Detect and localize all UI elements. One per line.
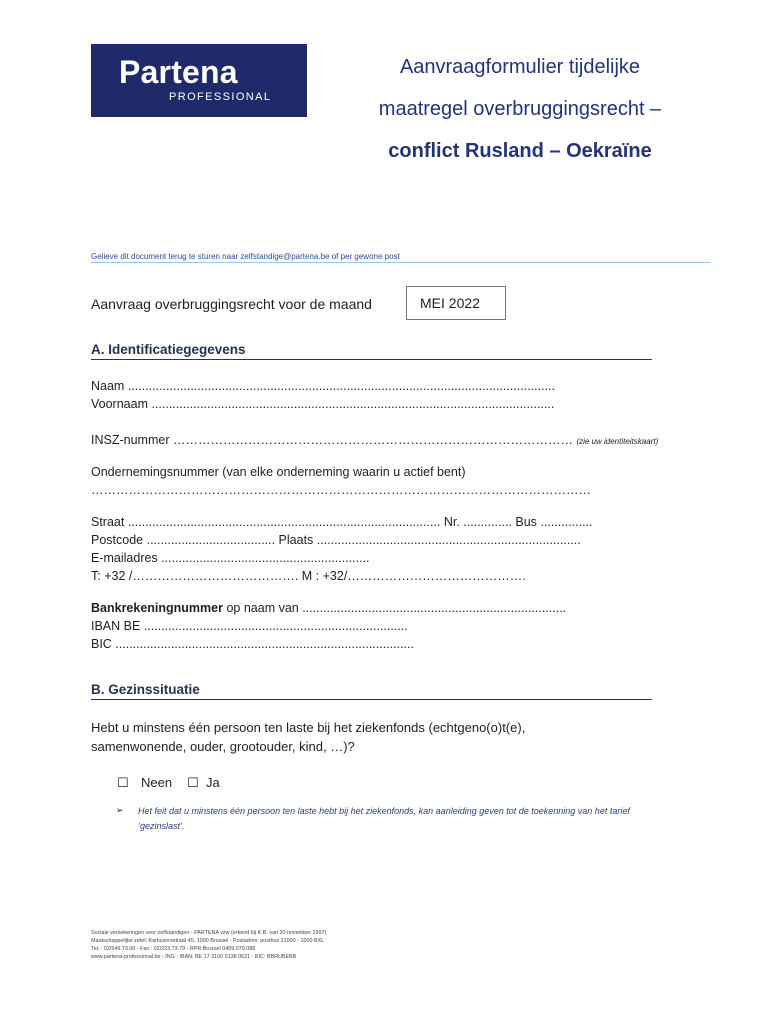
insz-field[interactable]: INSZ-nummer …………………………………………………………………………………… (91, 433, 573, 447)
email-field[interactable]: E-mailadres ............................................................ (91, 551, 370, 565)
ondernemingsnummer-field[interactable]: ………………………………………………………………………………………………………… (91, 483, 591, 497)
checkbox-yes[interactable]: ☐ (187, 775, 199, 790)
insz-hint: (zie uw identiteitskaart) (576, 437, 659, 446)
dependents-question-line-2: samenwonende, ouder, grootouder, kind, …)? (91, 739, 355, 754)
arrow-bullet-icon: ➢ (116, 805, 124, 815)
ondernemingsnummer-label: Ondernemingsnummer (van elke onderneming waarin u actief bent) (91, 465, 466, 479)
return-instruction: Gelieve dit document terug te sturen naar zelfstandige@partena.be of per gewone post (91, 252, 400, 261)
option-yes-label: Ja (206, 775, 220, 790)
iban-field[interactable]: IBAN BE ............................................................................ (91, 619, 408, 633)
section-a-title: A. Identificatiegegevens (91, 342, 652, 360)
bank-account-holder-field[interactable]: op naam van ............................................................................ (222, 601, 567, 615)
bank-account-label: Bankrekeningnummer (91, 601, 223, 615)
naam-field[interactable]: Naam ........................................................................................................................... (91, 379, 555, 393)
logo-text: Partena (119, 54, 238, 90)
option-no-label: Neen (141, 775, 173, 790)
voornaam-field[interactable]: Voornaam .................................................................................................................... (91, 397, 555, 411)
request-month-field[interactable]: MEI 2022 (406, 286, 506, 320)
checkbox-no[interactable]: ☐ (117, 775, 129, 790)
document-title-line-3: conflict Rusland – Oekraïne (388, 140, 652, 162)
request-month-label: Aanvraag overbruggingsrecht voor de maand (91, 296, 372, 312)
bank-account-row[interactable] (91, 601, 566, 615)
footer-line-1: Sociale verzekeringen voor zelfstandigen - PARTENA vzw (erkend bij K.B. van 20 november 1997) (91, 930, 327, 936)
insz-row (91, 433, 658, 447)
document-title-line-2: maatregel overbruggingsrecht – (378, 98, 662, 120)
partena-logo (91, 44, 307, 117)
straat-field[interactable]: Straat .......................................................................................... Nr. .............. Bus ............... (91, 515, 593, 529)
phone-field[interactable]: T: +32 /…………………………………. M : +32/……………………………………. (91, 569, 526, 583)
footer-line-4: www.partena-professional.be - ING : IBAN: BE 17 3100 0138 0621 - BIC: BBRUBEBB (91, 954, 297, 960)
footer-line-2: Maatschappelijke zetel: Kartuizersstraat 45, 1000 Brussel - Postadres: postbus 21000 - 1000 BXL (91, 938, 325, 944)
postcode-plaats-field[interactable]: Postcode ..................................... Plaats ............................................................................ (91, 533, 581, 547)
logo-subtext: PROFESSIONAL (169, 91, 272, 103)
header-divider (91, 262, 711, 263)
document-title-line-1: Aanvraagformulier tijdelijke (399, 56, 641, 78)
dependents-note: Het feit dat u minstens één persoon ten laste hebt bij het ziekenfonds, kan aanleiding geven tot de toekenning van het tarief ‘gezinslast’. (138, 806, 630, 831)
bic-field[interactable]: BIC ...................................................................................... (91, 637, 414, 651)
footer-line-3: Tel. : 02/549.73.00 - Fax : 02/223.73.79 - RPR Brussel 0409.079.088 (91, 946, 256, 952)
section-b-title: B. Gezinssituatie (91, 682, 652, 700)
dependents-question-line-1: Hebt u minstens één persoon ten laste bij het ziekenfonds (echtgeno(o)t(e), (91, 720, 526, 735)
